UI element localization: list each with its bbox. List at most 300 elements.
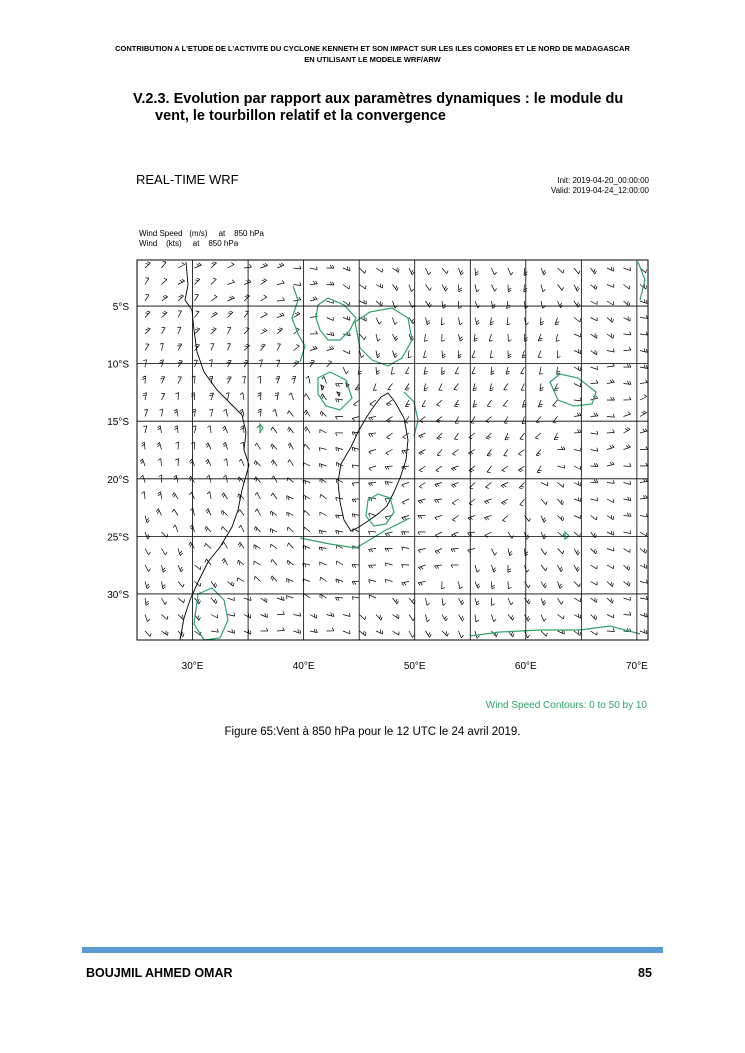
lat-tick-label: 25°S xyxy=(107,532,129,544)
wind-barb xyxy=(525,598,531,604)
wind-barb xyxy=(255,443,261,450)
wind-barb xyxy=(172,509,178,515)
wind-barb xyxy=(409,318,415,324)
wind-barb xyxy=(574,614,581,619)
wind-barb xyxy=(373,384,377,391)
wind-barb xyxy=(177,344,182,351)
wind-barb xyxy=(402,483,409,488)
wind-barb xyxy=(310,629,317,633)
wind-barb xyxy=(591,497,598,500)
wind-barb xyxy=(574,268,580,274)
wind-barb xyxy=(223,409,227,416)
wind-barb xyxy=(591,431,598,434)
wind-barb xyxy=(452,516,458,522)
wind-barb xyxy=(624,285,631,290)
wind-barb xyxy=(607,614,614,618)
wind-barb xyxy=(640,332,647,335)
wind-barb xyxy=(640,429,647,434)
wind-barb xyxy=(558,499,564,505)
wind-barb xyxy=(607,628,615,631)
wind-barb xyxy=(473,384,477,391)
wind-barb xyxy=(304,444,310,449)
wind-barb xyxy=(607,380,614,384)
wind-barb xyxy=(574,285,579,292)
wind-barb xyxy=(294,266,301,269)
wind-barb xyxy=(258,393,261,401)
wind-barb xyxy=(503,400,508,406)
madagascar-coastline xyxy=(338,393,408,531)
wind-barb xyxy=(502,499,509,505)
wind-barb xyxy=(209,393,213,400)
wind-barb xyxy=(142,492,146,500)
wind-barb xyxy=(277,297,285,301)
wind-barb xyxy=(393,631,400,635)
wind-barb xyxy=(385,548,393,551)
wind-barb xyxy=(471,417,475,424)
wind-barb xyxy=(221,527,227,533)
wind-barb xyxy=(424,351,427,358)
wind-barb xyxy=(607,334,614,339)
wind-barb xyxy=(624,597,631,601)
wind-barbs xyxy=(140,262,647,639)
wind-barb xyxy=(227,377,232,384)
wind-barb xyxy=(206,443,211,450)
wind-barb xyxy=(244,614,251,619)
wind-barb xyxy=(501,483,508,488)
wind-barb xyxy=(518,466,524,472)
wind-barb xyxy=(261,598,268,603)
wind-barb xyxy=(458,351,461,359)
wind-barb xyxy=(574,398,581,401)
wind-barb xyxy=(489,334,492,341)
wind-barb xyxy=(158,459,162,467)
wind-barb xyxy=(320,512,327,516)
wind-barb xyxy=(535,433,541,439)
wind-barb xyxy=(442,582,445,590)
wind-barb xyxy=(607,267,614,271)
wind-barb xyxy=(558,285,564,291)
wind-barb xyxy=(294,312,301,318)
wind-barb xyxy=(507,318,510,325)
wind-barb xyxy=(143,393,147,400)
wind-barb xyxy=(207,426,211,434)
wind-barb xyxy=(393,614,400,619)
wind-barb xyxy=(190,459,195,466)
wind-barb xyxy=(162,582,166,589)
wind-barb xyxy=(376,301,382,306)
wind-barb xyxy=(369,595,376,599)
wind-barb xyxy=(304,510,310,515)
wind-barb xyxy=(492,598,495,606)
wind-barb xyxy=(211,328,216,334)
wind-barb xyxy=(505,433,509,440)
wind-barb xyxy=(261,312,268,317)
wind-barb xyxy=(205,543,211,548)
map-frame xyxy=(137,260,648,640)
wind-barb xyxy=(484,516,491,521)
wind-barb xyxy=(319,547,326,551)
wind-barb xyxy=(178,565,183,572)
wind-barb xyxy=(624,565,630,570)
wind-barb xyxy=(228,613,235,616)
wind-barb xyxy=(254,527,260,533)
wind-barb xyxy=(385,563,392,566)
wind-barb xyxy=(591,598,598,603)
wind-barb xyxy=(504,384,508,391)
wind-barb xyxy=(442,631,448,636)
wind-barb xyxy=(418,565,425,570)
wind-barb xyxy=(294,613,301,616)
wind-barb xyxy=(211,312,217,318)
wind-barb xyxy=(352,483,360,487)
wind-barb xyxy=(336,531,343,535)
wind-barb xyxy=(287,527,293,532)
wind-barb xyxy=(640,630,647,634)
wind-barb xyxy=(454,400,459,407)
wind-barb xyxy=(304,394,310,400)
wind-barb xyxy=(369,565,377,568)
wind-barb xyxy=(539,367,542,374)
comoros-island-1 xyxy=(321,385,324,390)
wind-barb xyxy=(508,334,511,342)
wind-barb xyxy=(406,367,410,374)
wind-barb xyxy=(521,384,525,391)
footer-author: BOUJMIL AHMED OMAR xyxy=(86,966,233,980)
wind-barb xyxy=(475,615,479,622)
header-line-2: EN UTILISANT LE MODELE WRF/ARW xyxy=(304,55,441,64)
wind-barb xyxy=(508,532,514,538)
wind-barb xyxy=(391,367,394,374)
wind-barb xyxy=(591,582,598,586)
wind-barb xyxy=(306,376,310,383)
wind-barb xyxy=(254,561,261,565)
wind-barb xyxy=(459,334,463,341)
wind-barb xyxy=(228,581,235,586)
wind-barb xyxy=(304,527,310,532)
wind-barb xyxy=(591,268,597,274)
wind-barb xyxy=(162,615,168,620)
wind-barb xyxy=(624,364,632,367)
contour-mid-cyclone xyxy=(355,308,412,366)
map-grid xyxy=(137,260,648,640)
wind-barb xyxy=(178,615,184,620)
wind-barb xyxy=(145,262,151,268)
wind-barb xyxy=(195,311,200,318)
wind-barb xyxy=(607,414,615,417)
wind-barb xyxy=(336,579,343,583)
wind-barb xyxy=(607,349,614,352)
wind-barb xyxy=(442,367,445,375)
wind-barb xyxy=(408,351,411,358)
wind-barb xyxy=(574,333,581,337)
wind-barb xyxy=(195,294,199,301)
wind-barb xyxy=(426,285,432,291)
wind-barb xyxy=(558,483,564,488)
wind-barb xyxy=(228,263,235,269)
wind-barb xyxy=(640,514,647,517)
wind-barb xyxy=(591,366,598,370)
wind-barb xyxy=(558,301,563,308)
wind-barb xyxy=(419,433,426,438)
wind-barb xyxy=(402,565,410,568)
wind-barb xyxy=(640,349,647,353)
wind-barb xyxy=(277,596,284,600)
wind-barb xyxy=(145,532,150,539)
wind-barb xyxy=(141,442,145,450)
wind-barb xyxy=(459,268,464,275)
wind-barb xyxy=(376,615,382,621)
wind-barb xyxy=(376,367,380,375)
wind-barb xyxy=(418,582,425,586)
wind-barb xyxy=(336,479,343,483)
wind-barb xyxy=(541,631,547,636)
wind-barb xyxy=(176,442,179,450)
wind-barb xyxy=(574,482,581,487)
wind-barb xyxy=(369,549,377,553)
wind-barb xyxy=(492,285,497,292)
wind-barb xyxy=(475,582,480,589)
wind-barb xyxy=(327,346,334,350)
wind-barb xyxy=(424,367,428,374)
wind-barb xyxy=(435,499,443,503)
wind-barb xyxy=(289,393,294,400)
wind-barb xyxy=(360,334,366,340)
wind-barb xyxy=(607,301,614,305)
wind-barb xyxy=(525,301,529,309)
wind-barb xyxy=(177,327,181,334)
wind-barb xyxy=(336,515,344,518)
wind-barb xyxy=(419,483,425,489)
wind-barb xyxy=(541,268,546,275)
wind-barb xyxy=(287,512,294,517)
wind-barb xyxy=(402,547,409,550)
wind-barb xyxy=(254,576,260,581)
wind-barb xyxy=(472,351,476,358)
wind-barb xyxy=(624,549,631,553)
wind-barb xyxy=(195,278,200,284)
wind-barb xyxy=(437,450,442,456)
wind-barb xyxy=(558,598,564,604)
wind-barb xyxy=(160,377,165,384)
wind-barb xyxy=(508,598,513,605)
wind-barb xyxy=(239,459,244,466)
wind-barb xyxy=(454,433,458,440)
wind-barb xyxy=(352,582,360,585)
wind-barb xyxy=(240,393,244,400)
wind-barb xyxy=(336,384,344,387)
wind-barb xyxy=(261,263,268,268)
wind-barb xyxy=(145,565,151,572)
wind-barb xyxy=(640,495,647,499)
wind-barb xyxy=(244,597,251,601)
wind-barb xyxy=(557,351,560,359)
wind-barb xyxy=(591,615,597,620)
lon-tick-label: 30°E xyxy=(181,661,204,672)
wind-barb xyxy=(360,631,367,636)
wind-barb xyxy=(624,445,631,450)
wind-barb xyxy=(525,318,529,325)
wind-barb xyxy=(222,493,228,499)
wind-barb xyxy=(459,582,463,589)
wind-barb xyxy=(418,515,426,518)
wind-barb xyxy=(624,513,632,517)
wind-barb xyxy=(475,598,479,605)
wind-barb xyxy=(303,495,310,500)
wind-barb xyxy=(459,285,462,293)
wind-barb xyxy=(376,268,383,272)
wind-barb xyxy=(484,499,491,504)
wind-barb xyxy=(174,409,178,416)
wind-barb xyxy=(525,516,531,522)
wind-barb xyxy=(541,532,546,539)
wind-barb xyxy=(320,411,326,416)
wind-barb xyxy=(156,509,161,516)
wind-barb xyxy=(327,628,335,631)
wind-barb xyxy=(508,582,511,590)
wind-barb xyxy=(319,464,326,468)
wind-barb xyxy=(352,432,359,436)
wind-barb xyxy=(287,579,294,583)
wind-barb xyxy=(223,442,228,449)
wind-barb xyxy=(327,317,334,321)
wind-barb xyxy=(336,561,343,565)
wind-barb xyxy=(442,285,448,292)
wind-barb xyxy=(506,367,510,374)
wind-barb xyxy=(518,450,524,456)
lon-tick-label: 40°E xyxy=(292,661,315,672)
latitude-tick-labels xyxy=(107,302,129,601)
wind-barb xyxy=(640,548,647,553)
section-title-line-2: vent, le tourbillon relatif et la convergence xyxy=(155,108,446,124)
wind-barb xyxy=(178,598,184,603)
wind-barb xyxy=(409,301,414,308)
wind-barb xyxy=(221,510,227,515)
wind-barb xyxy=(145,598,149,605)
wind-barb xyxy=(402,582,409,586)
wind-barb xyxy=(475,301,480,308)
wind-barb xyxy=(520,499,525,506)
wind-barb xyxy=(640,299,647,303)
wind-barb xyxy=(336,597,344,601)
wind-barb xyxy=(175,393,178,401)
wind-barb xyxy=(508,268,513,275)
wind-barb xyxy=(452,499,458,505)
wind-barb xyxy=(502,466,508,472)
wind-barb xyxy=(624,497,631,501)
wind-barb xyxy=(385,466,393,470)
wind-barb xyxy=(541,615,546,622)
wind-barb xyxy=(419,450,426,455)
wind-barb xyxy=(624,463,632,466)
wind-barb xyxy=(158,426,162,433)
wind-barb xyxy=(310,266,317,269)
lat-tick-label: 15°S xyxy=(107,417,129,429)
wind-barb xyxy=(376,630,383,634)
longitude-tick-labels xyxy=(182,661,648,672)
wind-barb xyxy=(294,629,301,633)
wind-barb xyxy=(292,376,296,383)
wind-barb xyxy=(574,515,581,519)
wind-barb xyxy=(451,466,458,471)
wind-barb xyxy=(442,334,445,342)
wind-barb xyxy=(525,549,529,557)
wind-barb xyxy=(442,351,446,359)
wind-barb xyxy=(455,367,459,374)
wind-barb xyxy=(574,565,579,572)
wind-barb xyxy=(591,301,598,305)
wind-barb xyxy=(275,393,279,400)
wind-barb xyxy=(360,268,366,273)
wind-barb xyxy=(261,344,266,350)
wind-barb xyxy=(624,332,631,335)
wind-barb xyxy=(327,332,334,336)
wind-barb xyxy=(369,580,376,583)
wind-barb xyxy=(322,376,327,383)
wind-barb xyxy=(320,562,327,566)
wind-barb xyxy=(554,384,558,391)
wind-barb xyxy=(640,613,647,617)
wind-barb xyxy=(276,377,280,384)
wind-barb xyxy=(574,549,580,556)
wind-barb xyxy=(475,565,480,572)
wind-barb xyxy=(294,345,300,351)
lat-tick-label: 10°S xyxy=(107,359,129,371)
wind-barb xyxy=(343,267,350,271)
wind-barb xyxy=(336,433,344,436)
wind-barb xyxy=(385,482,392,486)
wind-barb xyxy=(591,413,599,417)
wind-barb xyxy=(607,548,614,552)
contour-small-2 xyxy=(260,424,263,432)
wind-barb xyxy=(541,482,548,486)
wind-barb xyxy=(574,582,580,587)
wind-barb xyxy=(174,426,178,434)
wind-barb xyxy=(558,516,564,521)
wind-barb xyxy=(271,576,277,582)
wind-barb xyxy=(591,317,598,321)
wind-barb xyxy=(287,543,293,549)
wind-barb xyxy=(189,476,195,482)
wind-barb xyxy=(172,493,178,500)
wind-barb xyxy=(426,318,430,325)
wind-barb xyxy=(409,598,415,604)
wind-barb xyxy=(607,318,613,323)
wind-barb xyxy=(525,532,529,539)
coastlines xyxy=(180,262,408,640)
wind-barb xyxy=(454,384,459,391)
wind-barb xyxy=(144,410,148,417)
wind-barb xyxy=(442,268,448,274)
wind-barb xyxy=(238,477,244,483)
wind-barb xyxy=(244,295,250,301)
wind-barb xyxy=(277,263,284,268)
wind-barb xyxy=(508,285,511,293)
wind-barb xyxy=(310,281,318,285)
wind-barb xyxy=(624,612,632,615)
wind-barb xyxy=(492,615,497,622)
wind-barb xyxy=(557,367,561,375)
wind-barb xyxy=(442,598,446,605)
wind-barb xyxy=(426,268,431,275)
wind-barb xyxy=(145,344,149,351)
wind-barb xyxy=(205,526,211,532)
wind-barb xyxy=(574,466,581,470)
wind-barb xyxy=(452,450,458,456)
africa-coastline xyxy=(180,262,249,640)
wind-barb xyxy=(536,450,541,456)
wind-barb xyxy=(607,565,614,569)
field-label-wind: Wind (kts) at 850 hPa xyxy=(139,239,239,248)
